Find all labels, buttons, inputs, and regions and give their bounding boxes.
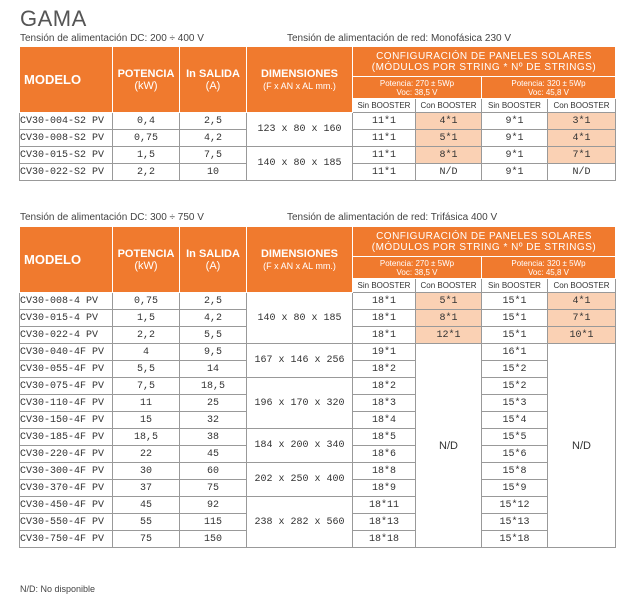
- cell-b-con-nd: N/D: [548, 344, 616, 548]
- cell-model: CV30-220-4F PV: [20, 446, 113, 463]
- group-a-power: Potencia: 270 ± 5Wp: [379, 78, 455, 88]
- cell-a-sin: 18*2: [353, 361, 416, 378]
- cell-a-sin: 18*5: [353, 429, 416, 446]
- header-out-unit: (A): [205, 79, 221, 92]
- header-power: [113, 227, 180, 293]
- cell-b-con: 4*1: [548, 130, 616, 147]
- header-group-a: [353, 77, 482, 99]
- cell-b-sin: 15*5: [482, 429, 548, 446]
- page-title: GAMA: [20, 6, 87, 31]
- cell-a-con: 8*1: [416, 147, 482, 164]
- cell-b-sin: 15*4: [482, 412, 548, 429]
- table-row: [20, 497, 616, 514]
- header-config: [353, 47, 616, 77]
- header-output-current: [180, 227, 247, 293]
- header-model: MODELO: [20, 227, 113, 293]
- header-power: [113, 47, 180, 113]
- cell-b-sin: 9*1: [482, 113, 548, 130]
- table-row: [20, 293, 616, 310]
- cell-power: 30: [113, 463, 180, 480]
- cell-b-sin: 9*1: [482, 130, 548, 147]
- table-row: [20, 378, 616, 395]
- header-a-sin-booster: Sin BOOSTER: [353, 99, 416, 113]
- cell-out: 9,5: [180, 344, 247, 361]
- cell-model: CV30-022-S2 PV: [20, 164, 113, 181]
- cell-out: 92: [180, 497, 247, 514]
- header-model: MODELO: [20, 47, 113, 113]
- cell-out: 115: [180, 514, 247, 531]
- header-config-line2: (MÓDULOS POR STRING * Nº DE STRINGS): [371, 241, 597, 253]
- cell-out: 5,5: [180, 327, 247, 344]
- header-a-con-booster: Con BOOSTER: [416, 99, 482, 113]
- cell-out: 32: [180, 412, 247, 429]
- cell-out: 25: [180, 395, 247, 412]
- cell-dimensions: 140 x 80 x 185: [247, 293, 353, 344]
- cell-b-con: 4*1: [548, 293, 616, 310]
- cell-power: 2,2: [113, 164, 180, 181]
- table-row: [20, 463, 616, 480]
- cell-b-sin: 15*9: [482, 480, 548, 497]
- cell-a-sin: 18*8: [353, 463, 416, 480]
- cell-power: 15: [113, 412, 180, 429]
- header-group-b: [482, 257, 616, 279]
- group-b-voc: Voc: 45,8 V: [528, 267, 569, 277]
- cell-model: CV30-370-4F PV: [20, 480, 113, 497]
- spec-table-monofasica: [19, 46, 616, 181]
- cell-dimensions: 140 x 80 x 185: [247, 147, 353, 181]
- cell-out: 7,5: [180, 147, 247, 164]
- cell-power: 1,5: [113, 147, 180, 164]
- header-a-sin-booster: Sin BOOSTER: [353, 279, 416, 293]
- cell-out: 14: [180, 361, 247, 378]
- cell-a-con: 5*1: [416, 293, 482, 310]
- header-config-line2: (MÓDULOS POR STRING * Nº DE STRINGS): [371, 61, 597, 73]
- cell-b-sin: 15*1: [482, 310, 548, 327]
- header-b-sin-booster: Sin BOOSTER: [482, 99, 548, 113]
- cell-model: CV30-300-4F PV: [20, 463, 113, 480]
- cell-out: 4,2: [180, 130, 247, 147]
- cell-a-sin: 19*1: [353, 344, 416, 361]
- cell-a-sin: 18*3: [353, 395, 416, 412]
- cell-model: CV30-185-4F PV: [20, 429, 113, 446]
- cell-b-sin: 15*18: [482, 531, 548, 548]
- cell-power: 18,5: [113, 429, 180, 446]
- table-row: [20, 344, 616, 361]
- cell-a-con: 4*1: [416, 113, 482, 130]
- cell-a-con: 12*1: [416, 327, 482, 344]
- cell-power: 22: [113, 446, 180, 463]
- cell-a-con: 8*1: [416, 310, 482, 327]
- cell-model: CV30-055-4F PV: [20, 361, 113, 378]
- cell-model: CV30-015-S2 PV: [20, 147, 113, 164]
- cell-power: 45: [113, 497, 180, 514]
- cell-out: 60: [180, 463, 247, 480]
- cell-dimensions: 167 x 146 x 256: [247, 344, 353, 378]
- cell-a-sin: 11*1: [353, 164, 416, 181]
- cell-b-con: N/D: [548, 164, 616, 181]
- cell-b-sin: 15*1: [482, 293, 548, 310]
- cell-power: 37: [113, 480, 180, 497]
- cell-b-sin: 15*6: [482, 446, 548, 463]
- cell-b-sin: 15*2: [482, 378, 548, 395]
- cell-out: 38: [180, 429, 247, 446]
- grid-voltage-label-1: Tensión de alimentación de red: Monofásica 230 V: [287, 33, 512, 44]
- cell-out: 4,2: [180, 310, 247, 327]
- cell-power: 4: [113, 344, 180, 361]
- cell-a-sin: 18*11: [353, 497, 416, 514]
- cell-b-sin: 15*2: [482, 361, 548, 378]
- cell-power: 5,5: [113, 361, 180, 378]
- footnote: N/D: No disponible: [20, 584, 96, 594]
- cell-a-sin: 18*2: [353, 378, 416, 395]
- cell-b-sin: 15*13: [482, 514, 548, 531]
- cell-out: 10: [180, 164, 247, 181]
- cell-model: CV30-110-4F PV: [20, 395, 113, 412]
- header-config-line1: CONFIGURACIÓN DE PANELES SOLARES: [376, 50, 592, 62]
- group-a-voc: Voc: 38,5 V: [396, 267, 438, 277]
- header-dim-unit: (F x AN x AL mm.): [263, 80, 336, 91]
- cell-a-sin: 18*13: [353, 514, 416, 531]
- header-b-con-booster: Con BOOSTER: [548, 99, 616, 113]
- header-config: [353, 227, 616, 257]
- cell-out: 45: [180, 446, 247, 463]
- cell-a-sin: 18*9: [353, 480, 416, 497]
- cell-b-sin: 9*1: [482, 164, 548, 181]
- cell-model: CV30-015-4 PV: [20, 310, 113, 327]
- cell-a-sin: 11*1: [353, 113, 416, 130]
- cell-power: 0,75: [113, 293, 180, 310]
- cell-model: CV30-450-4F PV: [20, 497, 113, 514]
- header-dim-title: DIMENSIONES: [260, 67, 338, 80]
- header-a-con-booster: Con BOOSTER: [416, 279, 482, 293]
- cell-model: CV30-008-S2 PV: [20, 130, 113, 147]
- cell-a-sin: 18*6: [353, 446, 416, 463]
- cell-power: 75: [113, 531, 180, 548]
- group-b-power: Potencia: 320 ± 5Wp: [511, 78, 586, 88]
- header-power-unit: (kW): [134, 79, 158, 92]
- cell-a-sin: 11*1: [353, 147, 416, 164]
- header-group-a: [353, 257, 482, 279]
- header-dimensions: [247, 47, 353, 113]
- cell-model: CV30-550-4F PV: [20, 514, 113, 531]
- header-config-line1: CONFIGURACIÓN DE PANELES SOLARES: [376, 230, 592, 242]
- header-out-unit: (A): [205, 259, 221, 272]
- spec-table-trifasica: [19, 226, 616, 548]
- header-power-title: POTENCIA: [117, 67, 175, 80]
- header-out-title: In SALIDA: [186, 67, 240, 80]
- cell-b-con: 10*1: [548, 327, 616, 344]
- cell-model: CV30-022-4 PV: [20, 327, 113, 344]
- header-output-current: [180, 47, 247, 113]
- cell-out: 18,5: [180, 378, 247, 395]
- table-row: [20, 147, 616, 164]
- header-out-title: In SALIDA: [186, 247, 240, 260]
- cell-out: 75: [180, 480, 247, 497]
- grid-voltage-label-2: Tensión de alimentación de red: Trifásica 400 V: [287, 212, 498, 223]
- cell-a-sin: 18*18: [353, 531, 416, 548]
- cell-power: 2,2: [113, 327, 180, 344]
- group-a-voc: Voc: 38,5 V: [396, 87, 438, 97]
- cell-model: CV30-150-4F PV: [20, 412, 113, 429]
- cell-b-sin: 16*1: [482, 344, 548, 361]
- cell-model: CV30-040-4F PV: [20, 344, 113, 361]
- group-b-power: Potencia: 320 ± 5Wp: [511, 258, 586, 268]
- group-b-voc: Voc: 45,8 V: [528, 87, 569, 97]
- cell-b-sin: 15*3: [482, 395, 548, 412]
- cell-b-con: 3*1: [548, 113, 616, 130]
- cell-b-sin: 15*8: [482, 463, 548, 480]
- cell-dimensions: 123 x 80 x 160: [247, 113, 353, 147]
- cell-a-con: N/D: [416, 164, 482, 181]
- cell-a-sin: 18*1: [353, 327, 416, 344]
- table-row: [20, 429, 616, 446]
- header-dim-unit: (F x AN x AL mm.): [263, 260, 336, 271]
- cell-model: CV30-075-4F PV: [20, 378, 113, 395]
- header-group-b: [482, 77, 616, 99]
- cell-a-sin: 11*1: [353, 130, 416, 147]
- header-b-con-booster: Con BOOSTER: [548, 279, 616, 293]
- cell-dimensions: 238 x 282 x 560: [247, 497, 353, 548]
- cell-a-sin: 18*4: [353, 412, 416, 429]
- cell-out: 2,5: [180, 113, 247, 130]
- cell-power: 1,5: [113, 310, 180, 327]
- header-dimensions: [247, 227, 353, 293]
- cell-a-sin: 18*1: [353, 293, 416, 310]
- cell-out: 150: [180, 531, 247, 548]
- header-dim-title: DIMENSIONES: [260, 247, 338, 260]
- dc-voltage-label-2: Tensión de alimentación DC: 300 ÷ 750 V: [20, 212, 204, 223]
- cell-b-sin: 15*1: [482, 327, 548, 344]
- header-b-sin-booster: Sin BOOSTER: [482, 279, 548, 293]
- dc-voltage-label-1: Tensión de alimentación DC: 200 ÷ 400 V: [20, 33, 204, 44]
- cell-model: CV30-008-4 PV: [20, 293, 113, 310]
- cell-power: 7,5: [113, 378, 180, 395]
- cell-b-con: 7*1: [548, 310, 616, 327]
- cell-power: 0,4: [113, 113, 180, 130]
- cell-b-sin: 9*1: [482, 147, 548, 164]
- table-row: [20, 113, 616, 130]
- cell-b-con: 7*1: [548, 147, 616, 164]
- cell-dimensions: 196 x 170 x 320: [247, 378, 353, 429]
- cell-a-con-nd: N/D: [416, 344, 482, 548]
- header-power-unit: (kW): [134, 259, 158, 272]
- cell-model: CV30-750-4F PV: [20, 531, 113, 548]
- cell-a-con: 5*1: [416, 130, 482, 147]
- cell-b-sin: 15*12: [482, 497, 548, 514]
- group-a-power: Potencia: 270 ± 5Wp: [379, 258, 455, 268]
- cell-power: 55: [113, 514, 180, 531]
- cell-dimensions: 184 x 200 x 340: [247, 429, 353, 463]
- cell-power: 11: [113, 395, 180, 412]
- cell-power: 0,75: [113, 130, 180, 147]
- cell-dimensions: 202 x 250 x 400: [247, 463, 353, 497]
- cell-a-sin: 18*1: [353, 310, 416, 327]
- cell-model: CV30-004-S2 PV: [20, 113, 113, 130]
- header-power-title: POTENCIA: [117, 247, 175, 260]
- cell-out: 2,5: [180, 293, 247, 310]
